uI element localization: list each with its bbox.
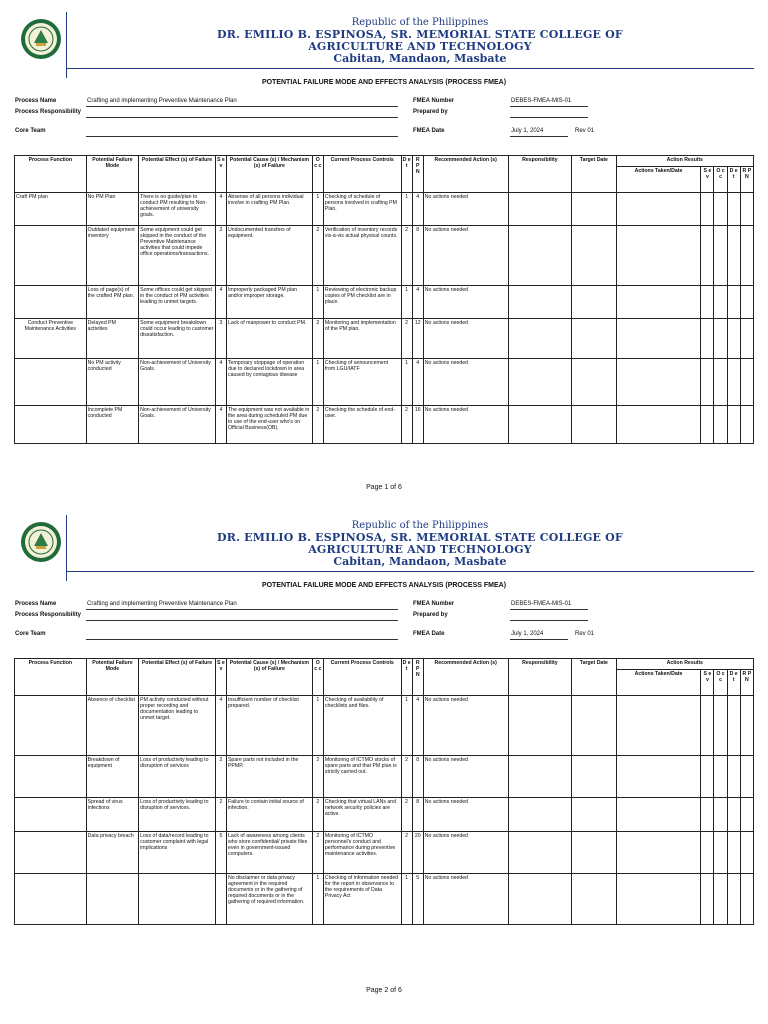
process-function-cell [15, 226, 87, 286]
result-sev-cell [701, 286, 714, 319]
col-controls: Current Process Controls [323, 156, 401, 193]
col-rpn: R P N [412, 659, 423, 696]
detection-cell: 1 [401, 696, 412, 756]
core-team-line [86, 639, 398, 640]
rpn-cell: 12 [412, 319, 423, 359]
recommended-action-cell: No actions needed [423, 286, 508, 319]
rpn-cell: 8 [412, 226, 423, 286]
detection-cell: 1 [401, 359, 412, 406]
recommended-action-cell: No actions needed [423, 193, 508, 226]
header-rule [66, 571, 754, 572]
result-sev-cell [701, 226, 714, 286]
col-process-function: Process Function [15, 659, 87, 696]
college-name-line1: DR. EMILIO B. ESPINOSA, SR. MEMORIAL STATE COLLEGE OF [217, 531, 623, 544]
process-responsibility-label: Process Responsibility [15, 612, 82, 618]
prepared-by-label: Prepared by [413, 612, 448, 618]
target-date-cell [572, 696, 616, 756]
process-responsibility-line [86, 117, 398, 118]
severity-cell: 4 [215, 286, 226, 319]
actions-taken-cell [616, 798, 701, 832]
table-row [15, 798, 754, 832]
actions-taken-cell [616, 696, 701, 756]
failure-mode-cell: No PM Plan [86, 193, 138, 226]
severity-cell: 2 [215, 756, 226, 798]
occurrence-cell: 2 [312, 756, 323, 798]
table-row [15, 756, 754, 798]
prepared-by-line [510, 620, 588, 621]
process-name-label: Process Name [15, 98, 57, 104]
col-action-results: Action Results [616, 659, 753, 670]
effect-cell: Some equipment breakdown could occur leading to customer dissatisfaction. [139, 319, 216, 359]
cause-cell: Temporary stoppage of operation due to declared lockdown in area caused by contagious disease [226, 359, 312, 406]
college-name-line2: AGRICULTURE AND TECHNOLOGY [308, 40, 532, 53]
result-det-cell [727, 226, 740, 286]
prepared-by-line [510, 117, 588, 118]
detection-cell: 2 [401, 798, 412, 832]
occurrence-cell: 2 [312, 832, 323, 874]
cause-cell: Improperly packaged PM plan and/or improper storage. [226, 286, 312, 319]
fmea-number-value: DEBES-FMEA-MIS-01 [511, 98, 572, 104]
fmea-date-line [510, 136, 568, 137]
col-result-sev: S e v [701, 670, 714, 696]
process-function-cell: Craft PM plan [15, 193, 87, 226]
result-det-cell [727, 359, 740, 406]
effect-cell [139, 874, 216, 925]
result-det-cell [727, 696, 740, 756]
process-function-cell: Conduct Preventive Maintenance Activities [15, 319, 87, 359]
controls-cell: Monitoring of ICTMO stocks of spare parts and that PM plan is strictly carried out. [323, 756, 401, 798]
occurrence-cell: 1 [312, 193, 323, 226]
responsibility-cell [508, 406, 572, 444]
col-sev: S e v [215, 659, 226, 696]
severity-cell: 4 [215, 359, 226, 406]
result-rpn-cell [740, 756, 753, 798]
col-rpn: R P N [412, 156, 423, 193]
process-function-cell [15, 286, 87, 319]
rpn-cell: 4 [412, 359, 423, 406]
failure-mode-cell: Data privacy breach [86, 832, 138, 874]
actions-taken-cell [616, 756, 701, 798]
result-det-cell [727, 832, 740, 874]
controls-cell: Checking of information needed for the report in observance to the requirements of Data Privacy Act [323, 874, 401, 925]
severity-cell [215, 874, 226, 925]
page-number: Page 2 of 6 [366, 987, 402, 994]
detection-cell: 1 [401, 874, 412, 925]
result-occ-cell [714, 832, 727, 874]
result-occ-cell [714, 756, 727, 798]
result-occ-cell [714, 696, 727, 756]
rpn-cell: 4 [412, 193, 423, 226]
cause-cell: Spare parts not included in the PPMP. [226, 756, 312, 798]
result-det-cell [727, 286, 740, 319]
result-rpn-cell [740, 798, 753, 832]
responsibility-cell [508, 319, 572, 359]
result-sev-cell [701, 319, 714, 359]
form-title: POTENTIAL FAILURE MODE AND EFFECTS ANALYSIS (PROCESS FMEA) [261, 79, 507, 86]
institution-header [200, 520, 640, 568]
form-title: POTENTIAL FAILURE MODE AND EFFECTS ANALYSIS (PROCESS FMEA) [261, 582, 507, 589]
result-det-cell [727, 319, 740, 359]
effect-cell: Non-achievement of University Goals. [139, 406, 216, 444]
occurrence-cell: 1 [312, 696, 323, 756]
result-rpn-cell [740, 319, 753, 359]
severity-cell: 4 [215, 193, 226, 226]
process-function-cell [15, 874, 87, 925]
result-occ-cell [714, 406, 727, 444]
result-occ-cell [714, 798, 727, 832]
responsibility-cell [508, 832, 572, 874]
col-result-rpn: R P N [740, 670, 753, 696]
occurrence-cell: 1 [312, 359, 323, 406]
effect-cell: Some offices could get skipped in the conduct of PM activities leading to unmet targets. [139, 286, 216, 319]
severity-cell: 3 [215, 319, 226, 359]
result-sev-cell [701, 696, 714, 756]
header-rule [66, 68, 754, 69]
result-occ-cell [714, 359, 727, 406]
core-team-label: Core Team [15, 631, 46, 637]
col-occ: O c c [312, 156, 323, 193]
col-cause: Potential Cause (s) / Mechanism (s) of Failure [226, 156, 312, 193]
college-name-line1: DR. EMILIO B. ESPINOSA, SR. MEMORIAL STATE COLLEGE OF [217, 28, 623, 41]
responsibility-cell [508, 359, 572, 406]
col-det: D e t [401, 156, 412, 193]
occurrence-cell: 2 [312, 226, 323, 286]
cause-cell: Lack of awareness among clients who store confidential/ private files even in government-issued computers. [226, 832, 312, 874]
controls-cell: Checking of announcement from LGU/IATF [323, 359, 401, 406]
fmea-number-label: FMEA Number [413, 98, 455, 104]
severity-cell: 2 [215, 798, 226, 832]
controls-cell: Checking of schedule of persons involved in crafting PM Plan. [323, 193, 401, 226]
failure-mode-cell: Outdated equipment inventory [86, 226, 138, 286]
cause-cell: The equipment was not available in the area during scheduled PM due to use of the end-user who's on Official Business(OB). [226, 406, 312, 444]
detection-cell: 2 [401, 406, 412, 444]
college-location: Cabitan, Mandaon, Masbate [333, 555, 507, 568]
recommended-action-cell: No actions needed [423, 832, 508, 874]
result-occ-cell [714, 286, 727, 319]
severity-cell: 5 [215, 832, 226, 874]
detection-cell: 2 [401, 319, 412, 359]
effect-cell: Some equipment could get skipped in the conduct of the Preventive Maintenance activities that could impede office operations/transactions. [139, 226, 216, 286]
process-name-value: Crafting and implementing Preventive Maintenance Plan [87, 98, 237, 104]
table-row [15, 874, 754, 925]
rpn-cell: 4 [412, 696, 423, 756]
failure-mode-cell [86, 874, 138, 925]
result-det-cell [727, 798, 740, 832]
target-date-cell [572, 359, 616, 406]
revision-label: Rev 01 [575, 128, 595, 134]
table-row [15, 319, 754, 359]
table-row [15, 226, 754, 286]
recommended-action-cell: No actions needed [423, 756, 508, 798]
fmea-date-label: FMEA Date [413, 631, 445, 637]
process-responsibility-label: Process Responsibility [15, 109, 82, 115]
detection-cell: 1 [401, 193, 412, 226]
col-actions-taken: Actions Taken/Date [616, 670, 701, 696]
fmea-date-value: July 1, 2024 [511, 631, 544, 637]
process-function-cell [15, 798, 87, 832]
result-rpn-cell [740, 874, 753, 925]
responsibility-cell [508, 874, 572, 925]
target-date-cell [572, 832, 616, 874]
controls-cell: Reviewing of electronic backup copies of PM checklist are in place. [323, 286, 401, 319]
cause-cell: Absense of all persons individual involve in crafting PM Plan. [226, 193, 312, 226]
result-det-cell [727, 406, 740, 444]
cause-cell: Insufficient number of checklist prepared. [226, 696, 312, 756]
controls-cell: Checking of availability of checklists and files. [323, 696, 401, 756]
failure-mode-cell: Loss of page(s) of the crafted PM plan. [86, 286, 138, 319]
result-rpn-cell [740, 193, 753, 226]
col-responsibility: Responsibility [508, 156, 572, 193]
effect-cell: There is no guide/plan to conduct PM resulting to Non-achievement of university goals. [139, 193, 216, 226]
result-sev-cell [701, 756, 714, 798]
core-team-line [86, 136, 398, 137]
process-name-label: Process Name [15, 601, 57, 607]
recommended-action-cell: No actions needed [423, 319, 508, 359]
col-result-occ: O c c [714, 167, 727, 193]
responsibility-cell [508, 696, 572, 756]
col-det: D e t [401, 659, 412, 696]
rpn-cell: 16 [412, 406, 423, 444]
college-seal-logo [20, 521, 62, 563]
fmea-number-label: FMEA Number [413, 601, 455, 607]
controls-cell: Checking the schedule of end-user. [323, 406, 401, 444]
cause-cell: Lack of manpower to conduct PM. [226, 319, 312, 359]
effect-cell: Non-achievement of University Goals. [139, 359, 216, 406]
col-target-date: Target Date [572, 659, 616, 696]
process-function-cell [15, 832, 87, 874]
actions-taken-cell [616, 359, 701, 406]
table-row [15, 286, 754, 319]
col-action-results: Action Results [616, 156, 753, 167]
result-sev-cell [701, 359, 714, 406]
result-det-cell [727, 874, 740, 925]
result-rpn-cell [740, 832, 753, 874]
result-occ-cell [714, 193, 727, 226]
col-failure-mode: Potential Failure Mode [86, 659, 138, 696]
fmea-date-line [510, 639, 568, 640]
process-function-cell [15, 756, 87, 798]
actions-taken-cell [616, 832, 701, 874]
detection-cell: 2 [401, 756, 412, 798]
rpn-cell: 8 [412, 756, 423, 798]
failure-mode-cell: Spread of virus infections [86, 798, 138, 832]
target-date-cell [572, 406, 616, 444]
col-recommended: Recommended Action (s) [423, 659, 508, 696]
result-det-cell [727, 193, 740, 226]
failure-mode-cell: No PM activity conducted [86, 359, 138, 406]
failure-mode-cell: Breakdown of equipment [86, 756, 138, 798]
controls-cell: Monitoring of ICTMO personnel's conduct and performance during preventive maintenance activities. [323, 832, 401, 874]
recommended-action-cell: No actions needed [423, 696, 508, 756]
revision-label: Rev 01 [575, 631, 595, 637]
process-name-line [86, 106, 398, 107]
responsibility-cell [508, 798, 572, 832]
occurrence-cell: 1 [312, 286, 323, 319]
effect-cell: PM activity conducted without proper recording and documentation leading to unmet target. [139, 696, 216, 756]
republic-text: Republic of the Philippines [351, 520, 489, 531]
col-responsibility: Responsibility [508, 659, 572, 696]
rpn-cell: 20 [412, 832, 423, 874]
controls-cell: Monitoring and implementation of the PM plan. [323, 319, 401, 359]
result-occ-cell [714, 874, 727, 925]
recommended-action-cell: No actions needed [423, 226, 508, 286]
fmea-table-page1 [14, 155, 754, 444]
severity-cell: 2 [215, 226, 226, 286]
table-row [15, 193, 754, 226]
occurrence-cell: 1 [312, 874, 323, 925]
prepared-by-label: Prepared by [413, 109, 448, 115]
college-name-line2: AGRICULTURE AND TECHNOLOGY [308, 543, 532, 556]
col-result-sev: S e v [701, 167, 714, 193]
cause-cell: No disclaimer or data privacy agreement in the required documents or in the gathering of required documents or in the gathering of required information. [226, 874, 312, 925]
process-function-cell [15, 406, 87, 444]
result-sev-cell [701, 874, 714, 925]
result-rpn-cell [740, 226, 753, 286]
result-sev-cell [701, 406, 714, 444]
rpn-cell: 8 [412, 798, 423, 832]
cause-cell: Failure to contain initial source of infection. [226, 798, 312, 832]
target-date-cell [572, 193, 616, 226]
actions-taken-cell [616, 319, 701, 359]
detection-cell: 2 [401, 226, 412, 286]
target-date-cell [572, 319, 616, 359]
effect-cell: Loss of data/record leading to customer complaint with legal implications [139, 832, 216, 874]
college-seal-logo [20, 18, 62, 60]
result-occ-cell [714, 226, 727, 286]
table-row [15, 406, 754, 444]
actions-taken-cell [616, 406, 701, 444]
process-responsibility-line [86, 620, 398, 621]
fmea-number-line [510, 609, 588, 610]
college-location: Cabitan, Mandaon, Masbate [333, 52, 507, 65]
process-function-cell [15, 696, 87, 756]
col-sev: S e v [215, 156, 226, 193]
recommended-action-cell: No actions needed [423, 874, 508, 925]
col-result-det: D e t [727, 670, 740, 696]
responsibility-cell [508, 226, 572, 286]
controls-cell: Checking that virtual LANs and network security policies are active. [323, 798, 401, 832]
process-function-cell [15, 359, 87, 406]
actions-taken-cell [616, 874, 701, 925]
col-target-date: Target Date [572, 156, 616, 193]
core-team-label: Core Team [15, 128, 46, 134]
responsibility-cell [508, 756, 572, 798]
actions-taken-cell [616, 286, 701, 319]
col-result-occ: O c c [714, 670, 727, 696]
result-rpn-cell [740, 696, 753, 756]
occurrence-cell: 2 [312, 406, 323, 444]
cause-cell: Undocumented transfers of equipment. [226, 226, 312, 286]
actions-taken-cell [616, 193, 701, 226]
target-date-cell [572, 756, 616, 798]
target-date-cell [572, 286, 616, 319]
controls-cell: Verification of inventory records vis-à-vis actual physical counts. [323, 226, 401, 286]
target-date-cell [572, 798, 616, 832]
target-date-cell [572, 226, 616, 286]
col-cause: Potential Cause (s) / Mechanism (s) of Failure [226, 659, 312, 696]
fmea-number-value: DEBES-FMEA-MIS-01 [511, 601, 572, 607]
process-name-line [86, 609, 398, 610]
recommended-action-cell: No actions needed [423, 798, 508, 832]
recommended-action-cell: No actions needed [423, 406, 508, 444]
republic-text: Republic of the Philippines [351, 17, 489, 28]
result-rpn-cell [740, 406, 753, 444]
responsibility-cell [508, 286, 572, 319]
detection-cell: 1 [401, 286, 412, 319]
fmea-date-label: FMEA Date [413, 128, 445, 134]
actions-taken-cell [616, 226, 701, 286]
table-row [15, 696, 754, 756]
col-effect: Potential Effect (s) of Failure [139, 659, 216, 696]
rpn-cell: 5 [412, 874, 423, 925]
col-result-det: D e t [727, 167, 740, 193]
col-actions-taken: Actions Taken/Date [616, 167, 701, 193]
col-controls: Current Process Controls [323, 659, 401, 696]
recommended-action-cell: No actions needed [423, 359, 508, 406]
severity-cell: 4 [215, 696, 226, 756]
severity-cell: 4 [215, 406, 226, 444]
col-result-rpn: R P N [740, 167, 753, 193]
fmea-date-value: July 1, 2024 [511, 128, 544, 134]
detection-cell: 2 [401, 832, 412, 874]
col-effect: Potential Effect (s) of Failure [139, 156, 216, 193]
result-sev-cell [701, 798, 714, 832]
result-sev-cell [701, 193, 714, 226]
result-rpn-cell [740, 359, 753, 406]
col-process-function: Process Function [15, 156, 87, 193]
responsibility-cell [508, 193, 572, 226]
occurrence-cell: 2 [312, 798, 323, 832]
table-row [15, 359, 754, 406]
institution-header [200, 17, 640, 65]
effect-cell: Loss of productivity leading to disruption of services [139, 756, 216, 798]
occurrence-cell: 2 [312, 319, 323, 359]
col-recommended: Recommended Action (s) [423, 156, 508, 193]
result-det-cell [727, 756, 740, 798]
failure-mode-cell: Absence of checklist [86, 696, 138, 756]
result-rpn-cell [740, 286, 753, 319]
fmea-number-line [510, 106, 588, 107]
rpn-cell: 4 [412, 286, 423, 319]
page-number: Page 1 of 6 [366, 484, 402, 491]
col-failure-mode: Potential Failure Mode [86, 156, 138, 193]
result-sev-cell [701, 832, 714, 874]
fmea-table-page2 [14, 658, 754, 925]
result-occ-cell [714, 319, 727, 359]
failure-mode-cell: Delayed PM activities [86, 319, 138, 359]
target-date-cell [572, 874, 616, 925]
effect-cell: Loss of productivity leading to disruption of services. [139, 798, 216, 832]
failure-mode-cell: Incomplete PM conducted [86, 406, 138, 444]
process-name-value: Crafting and implementing Preventive Maintenance Plan [87, 601, 237, 607]
table-row [15, 832, 754, 874]
col-occ: O c c [312, 659, 323, 696]
